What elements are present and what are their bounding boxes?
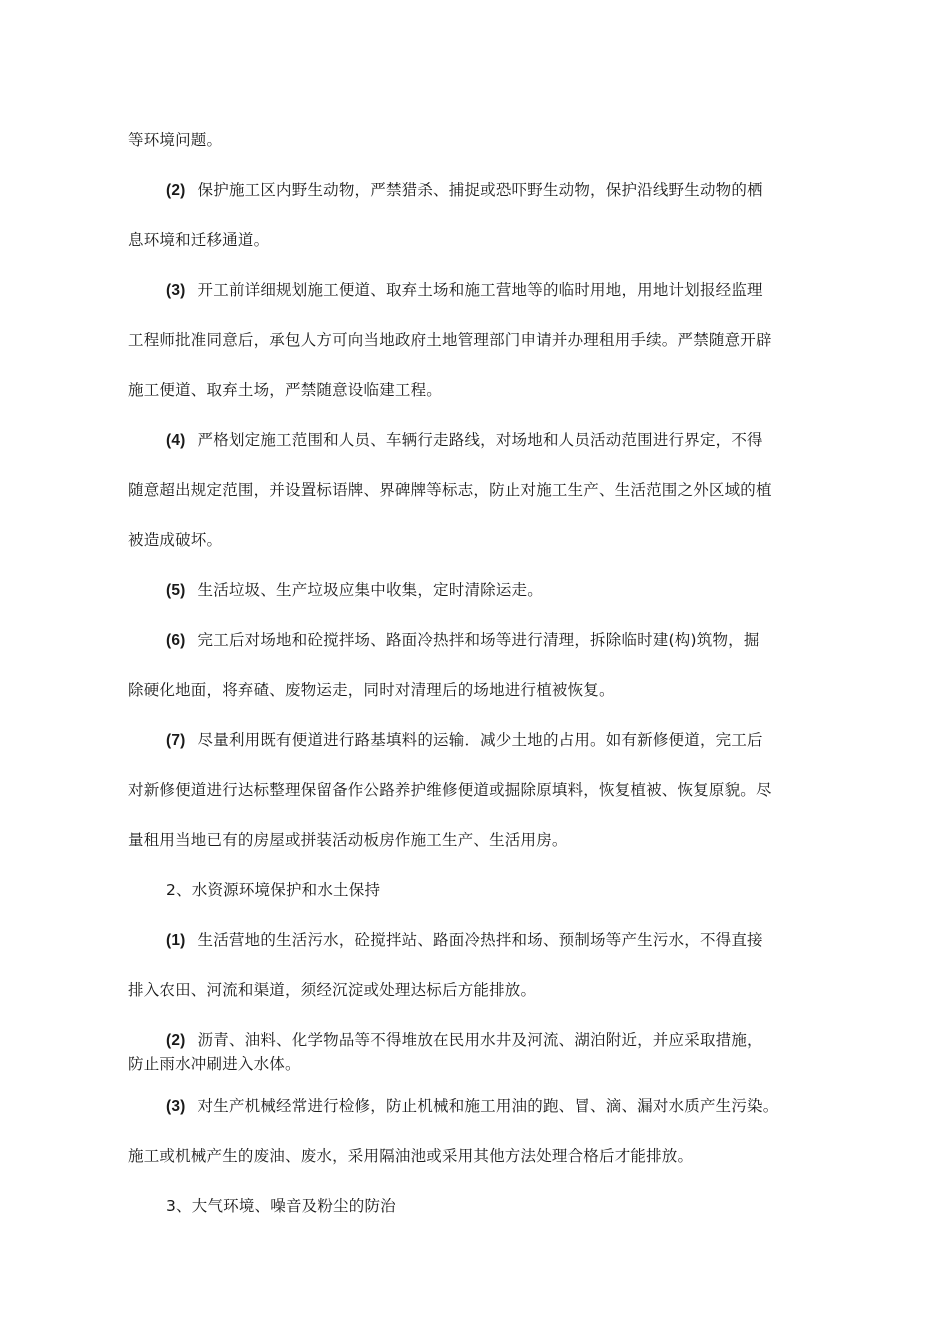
list-item-line: (1) 生活营地的生活污水，砼搅拌站、路面冷热拌和场、预制场等产生污水，不得直接 — [166, 931, 763, 949]
paragraph-line: 施工便道、取弃土场，严禁随意设临建工程。 — [128, 381, 443, 399]
paragraph-line: 随意超出规定范围，并设置标语牌、界碑牌等标志，防止对施工生产、生活范围之外区域的植 — [128, 481, 772, 499]
paragraph-line: 防止雨水冲刷进入水体。 — [128, 1055, 301, 1073]
list-number: (4) — [166, 432, 186, 449]
list-number: (2) — [166, 1032, 186, 1049]
list-item-line: (2) 沥青、油料、化学物品等不得堆放在民用水井及河流、湖泊附近，并应采取措施， — [166, 1031, 763, 1049]
paragraph-line: 等环境问题。 — [128, 131, 223, 149]
list-number: (3) — [166, 282, 186, 299]
list-item-line: (5) 生活垃圾、生产垃圾应集中收集，定时清除运走。 — [166, 581, 543, 599]
section-heading: 3、大气环境、噪音及粉尘的防治 — [166, 1197, 396, 1215]
section-heading: 2、水资源环境保护和水土保持 — [166, 881, 381, 899]
paragraph-line: 施工或机械产生的废油、废水，采用隔油池或采用其他方法处理合格后才能排放。 — [128, 1147, 694, 1165]
list-number: (3) — [166, 1098, 186, 1115]
list-item-line: (2) 保护施工区内野生动物，严禁猎杀、捕捉或恐吓野生动物，保护沿线野生动物的栖 — [166, 181, 763, 199]
list-item-line: (7) 尽量利用既有便道进行路基填料的运输．减少土地的占用。如有新修便道，完工后 — [166, 731, 763, 749]
paragraph-line: 对新修便道进行达标整理保留备作公路养护维修便道或掘除原填料，恢复植被、恢复原貌。尽 — [128, 781, 772, 799]
list-number: (2) — [166, 182, 186, 199]
list-number: (7) — [166, 732, 186, 749]
paragraph-line: 量租用当地已有的房屋或拼装活动板房作施工生产、生活用房。 — [128, 831, 568, 849]
paragraph-line: 排入农田、河流和渠道，须经沉淀或处理达标后方能排放。 — [128, 981, 537, 999]
list-number: (6) — [166, 632, 186, 649]
paragraph-line: 息环境和迁移通道。 — [128, 231, 270, 249]
list-item-line: (3) 开工前详细规划施工便道、取弃土场和施工营地等的临时用地，用地计划报经监理 — [166, 281, 763, 299]
list-item-line: (4) 严格划定施工范围和人员、车辆行走路线，对场地和人员活动范围进行界定，不得 — [166, 431, 763, 449]
list-item-line: (6) 完工后对场地和砼搅拌场、路面冷热拌和场等进行清理，拆除临时建(构)筑物，掘 — [166, 631, 760, 649]
paragraph-line: 工程师批准同意后，承包人方可向当地政府土地管理部门申请并办理租用手续。严禁随意开辟 — [128, 331, 772, 349]
list-item-line: (3) 对生产机械经常进行检修，防止机械和施工用油的跑、冒、滴、漏对水质产生污染。 — [166, 1097, 779, 1115]
paragraph-line: 被造成破坏。 — [128, 531, 223, 549]
list-number: (5) — [166, 582, 186, 599]
list-number: (1) — [166, 932, 186, 949]
paragraph-line: 除硬化地面，将弃碴、废物运走，同时对清理后的场地进行植被恢复。 — [128, 681, 615, 699]
